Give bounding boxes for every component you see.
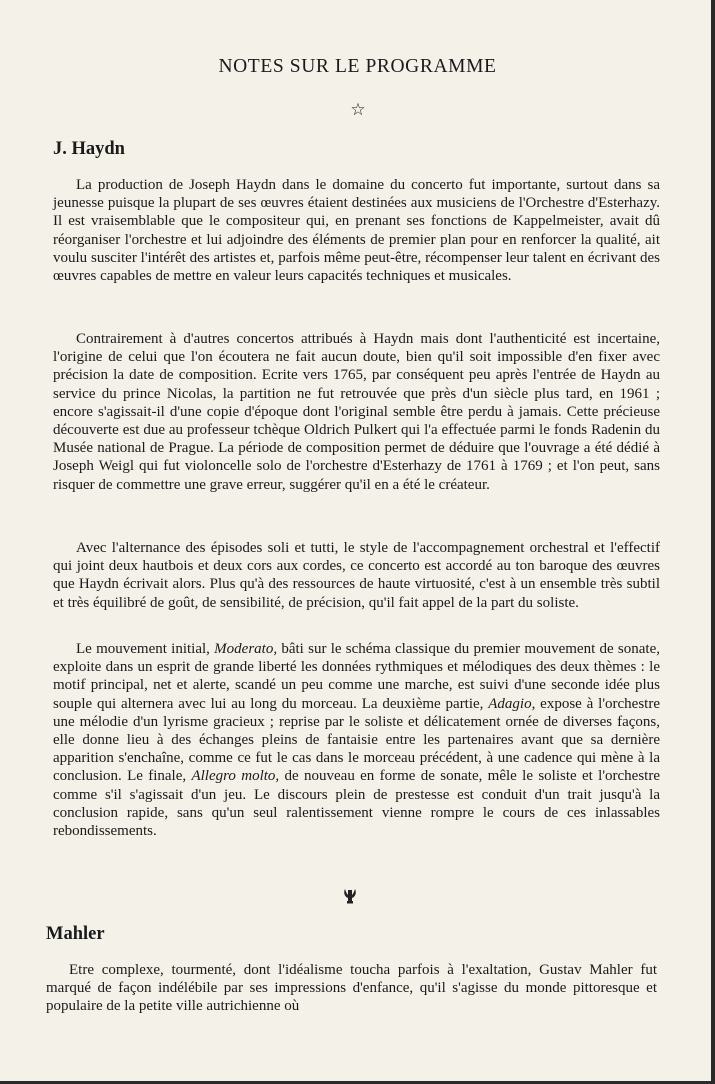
p4-text-c: expose à l'orchestre une mélodie d'un lyrisme gracieux ; reprise par le soliste et délicatement ornée de diverses façons, elle donne lieu à des échanges pleins de fantaisie entre les partenaires avant que sa dernière apparition s'enchaîne, comme ce fut le cas dans le morceau précédent, à une cadence qui mène à la conclusion. Le finale, — [53, 695, 660, 785]
haydn-paragraph-4 — [53, 640, 660, 840]
haydn-paragraph-2: Contrairement à d'autres concertos attribués à Haydn mais dont l'authenticité est incertaine, l'origine de celui que l'on écoutera ne fait aucun doute, bien qu'il soit impossible d'en fixer avec précision la date de composition. Ecrite vers 1765, par conséquent peu après l'entrée de Haydn au service du prince Nicolas, la partition ne fut retrouvée que près d'un siècle plus tard, en 1961 ; encore s'agissait-il d'une copie d'époque dont l'original semble être perdu à jamais. Cette précieuse découverte est due au professeur tchèque Oldrich Pulkert qui l'a effectuée parmi le fonds Radenin du Musée national de Prague. La période de composition permet de déduire que l'ouvrage a été dédié à Joseph Weigl qui fut violoncelle solo de l'orchestre d'Esterhazy de 1761 à 1769 ; et l'on peut, sans risquer de commettre une grave erreur, suggérer qu'il en a été le créateur. — [53, 331, 660, 493]
haydn-paragraph-1: La production de Joseph Haydn dans le domaine du concerto fut importante, surtout dans sa jeunesse puisque la plupart de ses œuvres étaient destinées aux musiciens de l'Orchestre d'Esterhazy. Il est vraisemblable que le compositeur qui, en prenant ses fonctions de Kappelmeister, avait dû réorganiser l'orchestre et lui adjoindre des éléments de premier plan pour en renforcer la qualité, ait voulu susciter l'intérêt des artistes et, parfois même peut-être, récompenser leur talent en écrivant des œuvres capables de mettre en valeur leurs capacités techniques et musicales. — [53, 177, 660, 285]
star-ornament-icon: ☆ — [350, 100, 366, 120]
haydn-paragraph-3: Avec l'alternance des épisodes soli et tutti, le style de l'accompagnement orchestral et l'effectif qui joint deux hautbois et deux cors aux cordes, ce concerto est accordé au ton baroque des œuvres que Haydn écrivait alors. Plus qu'à des ressources de haute virtuosité, c'est à un ensemble très subtil et très équilibré de goût, de sensibilité, de précision, qu'il fait appel de la part du soliste. — [53, 540, 660, 611]
p4-text-a: Le mouvement initial, — [76, 641, 215, 657]
tempo-moderato: Moderato, — [214, 641, 278, 657]
mahler-paragraph-1: Etre complexe, tourmenté, dont l'idéalisme toucha parfois à l'exaltation, Gustav Mahler fut marqué de façon indélébile par ses impressions d'enfance, qu'il s'agisse du monde pittoresque et populaire de la petite ville autrichienne où — [46, 962, 657, 1015]
page-title: NOTES SUR LE PROGRAMME — [218, 56, 497, 77]
tempo-allegro-molto: Allegro molto, — [191, 768, 280, 785]
section-heading-haydn: J. Haydn — [53, 139, 125, 159]
page-edge-right — [711, 0, 715, 1084]
p4-text-d: de nouveau en forme de sonate, mêle le soliste et l'orchestre comme s'il s'agissait d'un jeu. Le discours plein de prestesse est conduit d'un trait jusqu'à la conclusion rapide, sans qu'un seul ralentissement vienne rompre le cours de ces inlassables rebondissements. — [53, 768, 660, 840]
p4-text-b: bâti sur le schéma classique du premier mouvement de sonate, exploite dans un esprit de grande liberté les données rythmiques et mélodiques des deux thèmes : le motif principal, net et alerte, scandé un peu comme une marche, est suivi d'une seconde idée plus souple qui alternera avec lui au long du morceau. La deuxième partie, — [53, 641, 660, 712]
lyre-ornament-icon — [342, 887, 358, 905]
tempo-adagio: Adagio, — [488, 695, 536, 712]
section-heading-mahler: Mahler — [46, 924, 105, 944]
